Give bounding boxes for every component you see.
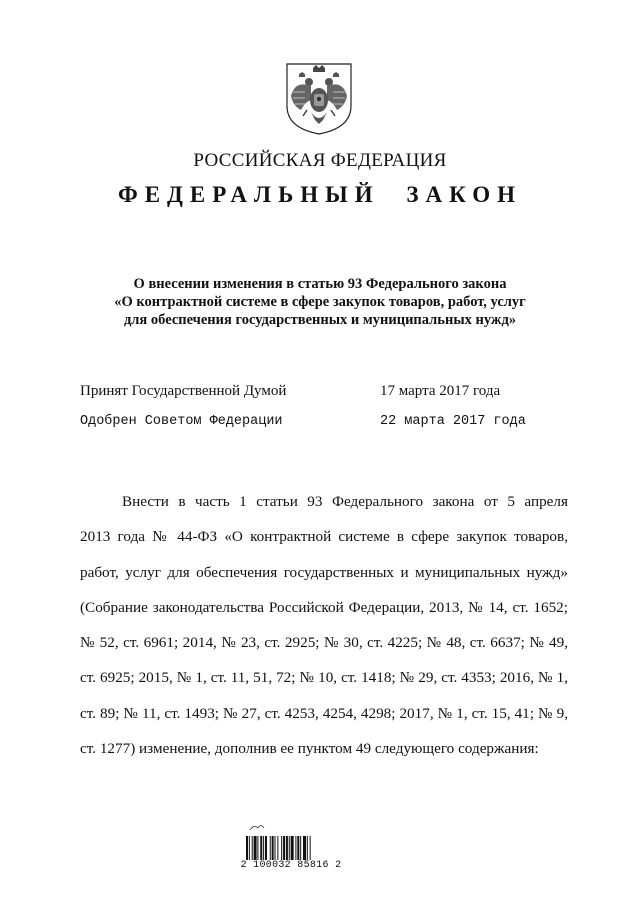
duma-adoption-label: Принят Государственной Думой (80, 383, 287, 399)
law-title-line: для обеспечения государственных и муниципальных нужд» (123, 312, 517, 328)
body-line: работ, услуг для обеспечения государственных и муниципальных нужд» (80, 563, 568, 581)
body-line: ст. 1277) изменение, дополнив ее пунктом 49 следующего содержания: (80, 740, 539, 758)
council-approval-label: Одобрен Советом Федерации (80, 414, 283, 429)
body-line: ст. 89; № 11, ст. 1493; № 27, ст. 4253, 4254, 4298; 2017, № 1, ст. 15, 41; № 9, (80, 704, 568, 722)
body-line: ст. 6925; 2015, № 1, ст. 11, 51, 72; № 10, ст. 1418; № 29, ст. 4353; 2016, № 1, (80, 669, 568, 687)
body-line: Внести в часть 1 статьи 93 Федерального закона от 5 апреля (122, 493, 568, 510)
duma-adoption-date: 17 марта 2017 года (380, 383, 501, 399)
body-line: № 52, ст. 6961; 2014, № 23, ст. 2925; № 30, ст. 4225; № 48, ст. 6637; № 49, (80, 634, 568, 652)
country-name: РОССИЙСКАЯ ФЕДЕРАЦИЯ (193, 150, 447, 171)
barcode-number: 2 100032 85816 2 (240, 860, 342, 871)
council-approval-date: 22 марта 2017 года (380, 414, 526, 429)
law-title-line: О внесении изменения в статью 93 Федерального закона (133, 276, 507, 292)
coat-of-arms-icon (285, 62, 353, 136)
law-title (0, 275, 640, 329)
body-line: (Собрание законодательства Российской Федерации, 2013, № 14, ст. 1652; (80, 598, 568, 616)
law-body-paragraph (80, 484, 568, 766)
document-type: ФЕДЕРАЛЬНЫЙ ЗАКОН (117, 182, 523, 207)
body-line: 2013 года № 44-ФЗ «О контрактной системе в сфере закупок товаров, (80, 528, 568, 546)
barcode-icon (240, 820, 342, 880)
law-title-line: «О контрактной системе в сфере закупок товаров, работ, услуг (114, 294, 526, 310)
